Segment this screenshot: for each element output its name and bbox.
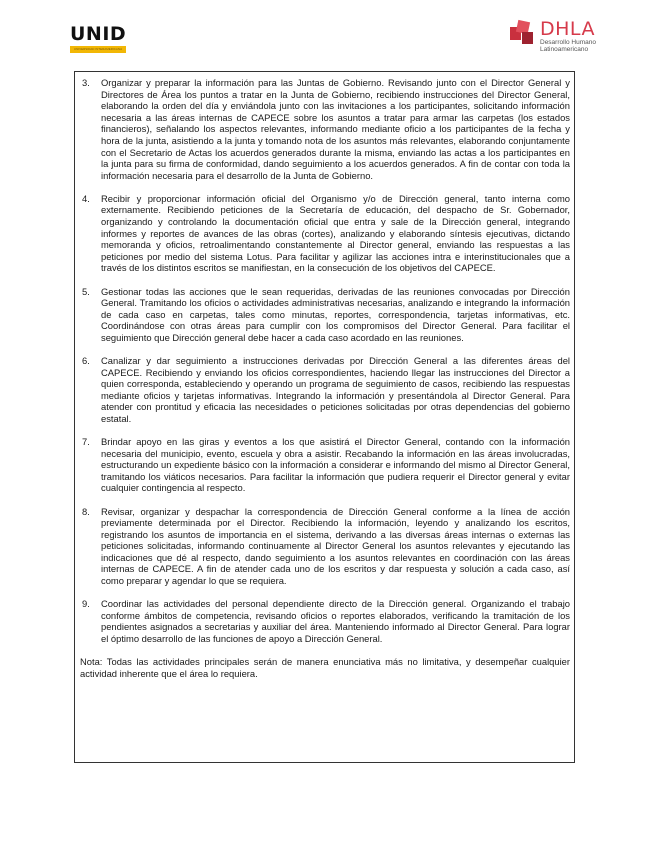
dhla-logo-wordmark: DHLA — [540, 18, 595, 40]
item-text: Gestionar todas las acciones que le sean requeridas, derivadas de las reuniones convocadas por Dirección General. Tramitando los oficios o actividades administrativas necesarias, analizando e integrando la información de cada caso en carpetas, tales como minutas, reportes, correspondencia, tarjetas informativas, etc. Coordinándose con otras áreas para cumplir con los compromisos del Director General. Para facilitar el seguimiento que Dirección general debe hacer a cada caso acordado en las reuniones. — [101, 285, 570, 343]
list-item — [80, 355, 570, 425]
note-text: Nota: Todas las actividades principales serán de manera enunciativa más no limitativa, y desempeñar cualquier actividad inherente que el área lo requiera. — [80, 656, 570, 679]
functions-box — [74, 71, 575, 763]
dhla-logo — [508, 18, 618, 52]
list-item — [80, 77, 570, 181]
list-item — [80, 286, 570, 344]
item-number: 3. — [82, 77, 90, 88]
unid-logo-tagline: UNIVERSIDAD INTERAMERICANA — [70, 46, 126, 53]
item-number: 6. — [82, 354, 90, 366]
item-number: 4. — [82, 192, 90, 204]
list-item — [80, 193, 570, 274]
list-item — [80, 598, 570, 644]
item-text: Coordinar las actividades del personal dependiente directo de la Dirección general. Organizando el trabajo conforme ámbitos de competencia, revisando oficios o reportes elaborados, verificando la tramitación de los pendientes asignados a secretarias y auxiliar del área. Manteniendo informado al Director General. Para lograr el óptimo desarrollo de las funciones de apoyo a Dirección General. — [101, 598, 570, 644]
item-number: 8. — [82, 505, 90, 517]
unid-logo-wordmark: UNID — [70, 23, 127, 45]
dhla-logo-subtitle: Desarrollo Humano Latinoamericano — [540, 39, 596, 53]
item-text: Revisar, organizar y despachar la correspondencia de Dirección General conforme a la línea de acción previamente determinada por el Director. Recibiendo la información, leyendo y analizando los escritos, registrando los asuntos de importancia en el sistema, derivando a las diversas áreas internas o externas las peticiones solicitadas, informando continuamente al Director General los asuntos relevantes y ejecutando las indicaciones que dé al respecto, dando seguimiento a los asuntos relevantes en coordinación con las áreas internas de CAPECE. A fin de atender cada uno de los escritos y dar respuesta y solución a cada caso, así como preparar y agendar lo que se requiera. — [101, 505, 570, 587]
item-number: 7. — [82, 436, 90, 448]
item-text: Organizar y preparar la información para las Juntas de Gobierno. Revisando junto con el Director General y Directores de Área los puntos a tratar en la Junta de Gobierno, recibiendo instrucciones del Director General, elaborando la orden del día y enviándola junto con las invitaciones a los participantes, solicitando información necesaria a las áreas internas de CAPECE sobre los asuntos a tratar para armar las carpetas (los estados financieros), señalando los aspectos relevantes, informando mediante oficio a los participantes de la fecha y hora de la junta, asistiendo a la junta y tomando nota de los asuntos más relevantes, elaborando conjuntamente con el Secretario de Actas los acuerdos generados durante la misma, enviando las actas a los participantes en la junta para su firma de conformidad, dando seguimiento a los acuerdos generados. A fin de contar con toda la información necesaria para el desarrollo de la Junta de Gobierno. — [101, 77, 570, 181]
item-text: Brindar apoyo en las giras y eventos a los que asistirá el Director General, contando con la información necesaria del municipio, evento, escuela y obra a asistir. Recabando la información en las áreas involucradas, estructurando un expediente básico con la información a considerar e informando del mismo al Director General, tramitando los viáticos necesarios. Para facilitar la información que pudiera requerir el Director general y evitar cualquier contingencia al respecto. — [101, 436, 570, 494]
list-item — [80, 436, 570, 494]
unid-logo — [70, 25, 130, 53]
dhla-logo-icon — [508, 18, 538, 48]
item-text: Recibir y proporcionar información oficial del Organismo y/o de Dirección general, tanto interna como externamente. Recibiendo peticiones de la Secretaría de educación, del despacho de Sr. Gobernador, organizando y controlando la documentación oficial que entra y sale de la Dirección general, integrando informes y reportes de avances de las obras (cortes), analizando y elaborando síntesis ejecutivas, dictando memoranda y oficios, retroalimentando constantemente al Director general, enviando las respuestas a las peticiones por medio del sistema Lotus. Para facilitar y agilizar las acciones intra e interinstitucionales que a través de los distintos escritos se manifiestan, en la consecución de los objetivos del CAPECE. — [101, 192, 570, 274]
item-number: 5. — [82, 285, 90, 297]
list-item — [80, 506, 570, 587]
item-text: Canalizar y dar seguimiento a instrucciones derivadas por Dirección General a las diferentes áreas del CAPECE. Recibiendo y enviando los oficios correspondientes, haciendo llegar las instrucciones del Director a quien corresponda, estableciendo y operando un programa de seguimiento de casos, recibiendo las respuestas mediante oficios y tarjetas informativas. Integrando la información y presentándola al Director General. Para atender con prontitud y eficacia las necesidades o peticiones solicitadas por otras dependencias del gobierno estatal. — [101, 354, 570, 424]
item-number: 9. — [82, 598, 90, 610]
